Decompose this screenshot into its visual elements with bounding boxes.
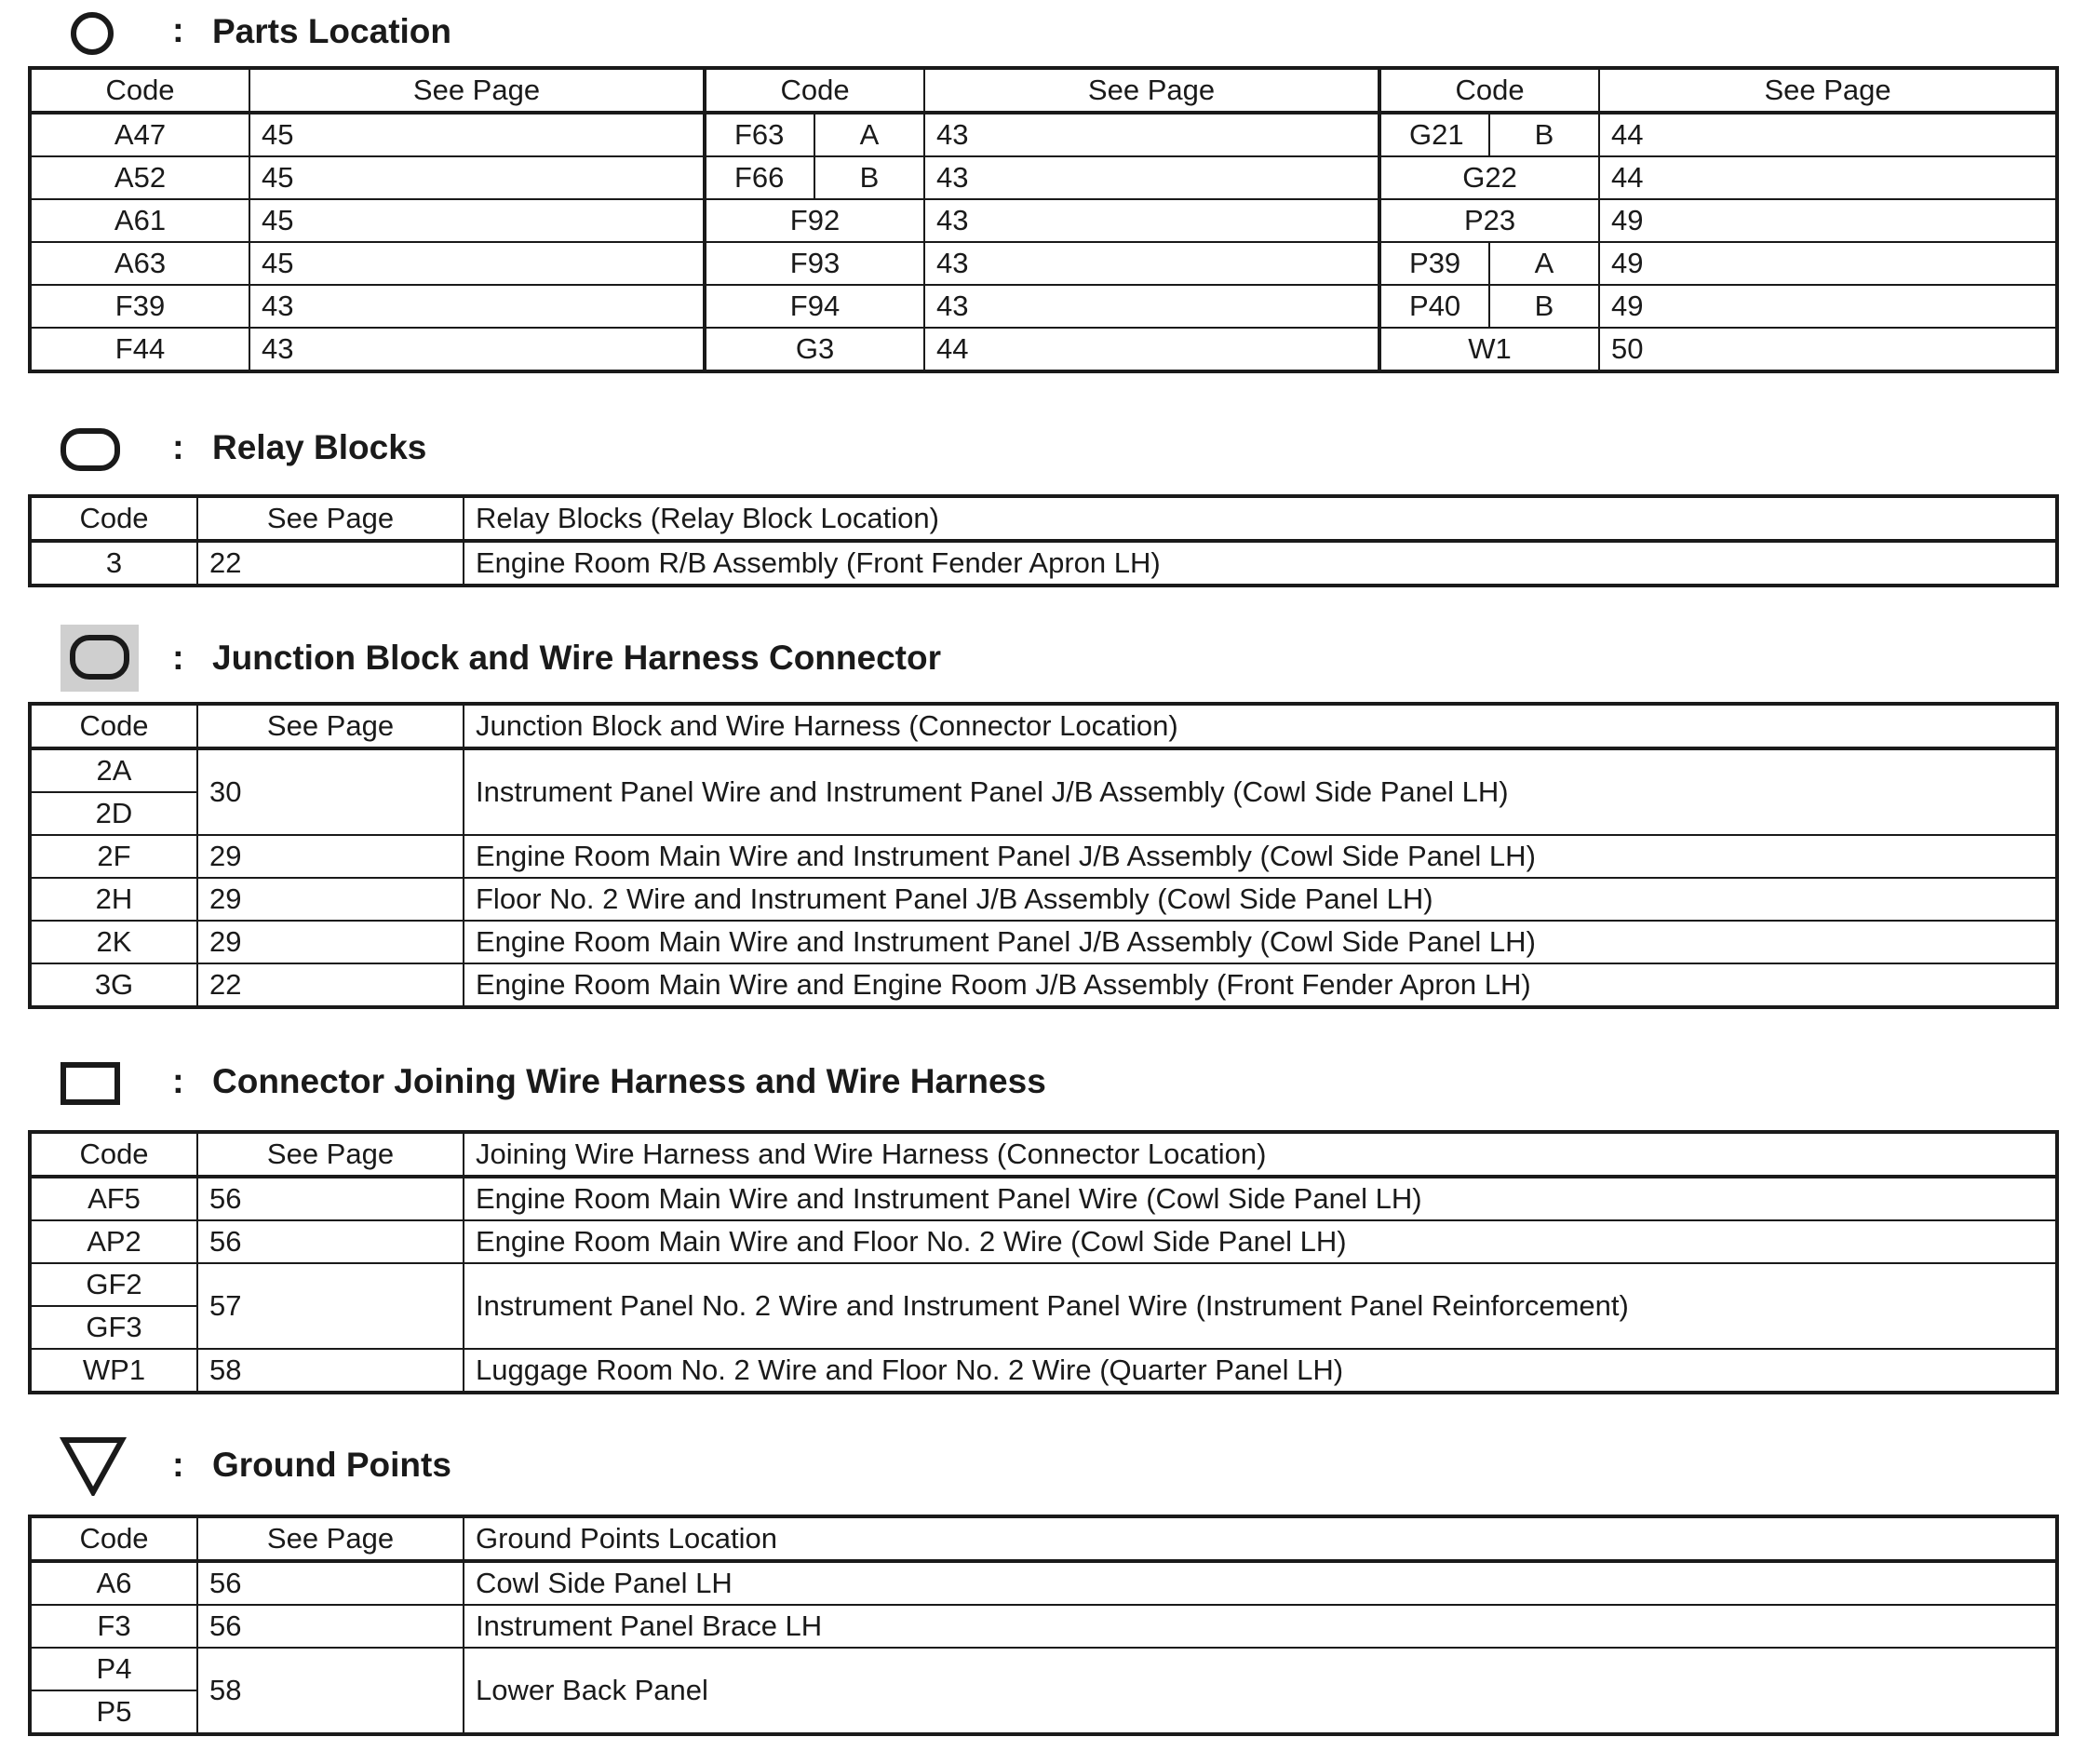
section-colon: : <box>172 1446 184 1485</box>
column-header-see-page: See Page <box>197 704 464 748</box>
section-colon: : <box>172 1062 184 1101</box>
table-row <box>30 963 2057 1007</box>
junction-block-header <box>0 622 2085 678</box>
column-header-code: Code <box>1379 68 1599 113</box>
column-header-location: Relay Blocks (Relay Block Location) <box>464 496 2057 541</box>
table-header-row <box>30 68 2057 113</box>
code-cell: A61 <box>30 199 249 242</box>
column-header-see-page: See Page <box>197 1516 464 1561</box>
location-cell: Engine Room Main Wire and Instrument Panel Wire (Cowl Side Panel LH) <box>464 1177 2057 1220</box>
table-row <box>30 748 2057 792</box>
page-cell: 45 <box>249 199 705 242</box>
table-row <box>30 835 2057 878</box>
section-colon: : <box>172 639 184 678</box>
column-header-code: Code <box>30 1132 197 1177</box>
code-cell: A63 <box>30 242 249 285</box>
code-cell: P40 <box>1379 285 1489 328</box>
code-suffix-cell: A <box>814 113 924 156</box>
page-cell: 43 <box>924 199 1379 242</box>
column-header-code: Code <box>30 704 197 748</box>
page-cell: 44 <box>924 328 1379 371</box>
page-cell: 43 <box>924 285 1379 328</box>
table-header-row <box>30 1516 2057 1561</box>
section-title: Relay Blocks <box>212 428 427 466</box>
page-cell: 29 <box>197 878 464 921</box>
location-cell: Engine Room Main Wire and Floor No. 2 Wire (Cowl Side Panel LH) <box>464 1220 2057 1263</box>
code-cell: 2K <box>30 921 197 963</box>
code-cell: A52 <box>30 156 249 199</box>
page-cell: 22 <box>197 541 464 586</box>
code-cell: F66 <box>705 156 814 199</box>
column-header-code: Code <box>705 68 924 113</box>
column-header-see-page: See Page <box>1599 68 2057 113</box>
column-header-see-page: See Page <box>197 1132 464 1177</box>
code-cell: P4 <box>30 1648 197 1690</box>
code-cell: AF5 <box>30 1177 197 1220</box>
ground-points-header <box>0 1436 2085 1492</box>
code-cell: G22 <box>1379 156 1599 199</box>
relay-blocks-header <box>0 421 2085 477</box>
page-cell: 58 <box>197 1648 464 1734</box>
section-title: Parts Location <box>212 12 451 50</box>
column-header-see-page: See Page <box>197 496 464 541</box>
table-row <box>30 113 2057 156</box>
page-cell: 30 <box>197 748 464 835</box>
location-cell: Instrument Panel Brace LH <box>464 1605 2057 1648</box>
code-suffix-cell: A <box>1489 242 1599 285</box>
page-cell: 43 <box>249 285 705 328</box>
code-cell: GF2 <box>30 1263 197 1306</box>
code-cell: G21 <box>1379 113 1489 156</box>
code-cell: F92 <box>705 199 924 242</box>
table-row <box>30 1648 2057 1690</box>
table-row <box>30 242 2057 285</box>
code-cell: F63 <box>705 113 814 156</box>
table-row <box>30 541 2057 586</box>
code-suffix-cell: B <box>1489 285 1599 328</box>
table-row <box>30 1220 2057 1263</box>
code-cell: F93 <box>705 242 924 285</box>
page-cell: 56 <box>197 1220 464 1263</box>
page-cell: 45 <box>249 156 705 199</box>
table-row <box>30 921 2057 963</box>
section-title: Connector Joining Wire Harness and Wire Harness <box>212 1062 1046 1100</box>
location-cell: Floor No. 2 Wire and Instrument Panel J/B Assembly (Cowl Side Panel LH) <box>464 878 2057 921</box>
code-cell: 3 <box>30 541 197 586</box>
location-cell: Instrument Panel No. 2 Wire and Instrument Panel Wire (Instrument Panel Reinforcement) <box>464 1263 2057 1349</box>
code-cell: AP2 <box>30 1220 197 1263</box>
section-colon: : <box>172 11 184 50</box>
code-cell: 2H <box>30 878 197 921</box>
page-cell: 45 <box>249 113 705 156</box>
code-suffix-cell: B <box>1489 113 1599 156</box>
connector-joining-table <box>28 1130 2059 1394</box>
code-cell: W1 <box>1379 328 1599 371</box>
page-cell: 29 <box>197 921 464 963</box>
table-row <box>30 1263 2057 1306</box>
table-row <box>30 1349 2057 1393</box>
page-cell: 56 <box>197 1177 464 1220</box>
section-title: Ground Points <box>212 1446 451 1484</box>
table-row <box>30 328 2057 371</box>
page-cell: 44 <box>1599 113 2057 156</box>
page-cell: 29 <box>197 835 464 878</box>
table-row <box>30 199 2057 242</box>
code-cell: 2D <box>30 792 197 835</box>
code-suffix-cell: B <box>814 156 924 199</box>
page-cell: 50 <box>1599 328 2057 371</box>
rounded-rectangle-icon <box>60 427 121 472</box>
page-cell: 43 <box>249 328 705 371</box>
page-cell: 22 <box>197 963 464 1007</box>
column-header-location: Junction Block and Wire Harness (Connector Location) <box>464 704 2057 748</box>
location-cell: Engine Room R/B Assembly (Front Fender Apron LH) <box>464 541 2057 586</box>
column-header-code: Code <box>30 68 249 113</box>
table-header-row <box>30 496 2057 541</box>
page-cell: 49 <box>1599 199 2057 242</box>
page-cell: 43 <box>924 113 1379 156</box>
junction-block-table <box>28 702 2059 1009</box>
code-cell: F39 <box>30 285 249 328</box>
column-header-code: Code <box>30 1516 197 1561</box>
page-cell: 49 <box>1599 285 2057 328</box>
column-header-see-page: See Page <box>249 68 705 113</box>
location-cell: Lower Back Panel <box>464 1648 2057 1734</box>
location-cell: Engine Room Main Wire and Engine Room J/B Assembly (Front Fender Apron LH) <box>464 963 2057 1007</box>
code-cell: 2A <box>30 748 197 792</box>
location-cell: Instrument Panel Wire and Instrument Panel J/B Assembly (Cowl Side Panel LH) <box>464 748 2057 835</box>
column-header-location: Joining Wire Harness and Wire Harness (Connector Location) <box>464 1132 2057 1177</box>
page-cell: 45 <box>249 242 705 285</box>
table-row <box>30 1605 2057 1648</box>
code-cell: WP1 <box>30 1349 197 1393</box>
down-triangle-icon <box>60 1436 127 1496</box>
page-cell: 58 <box>197 1349 464 1393</box>
location-cell: Cowl Side Panel LH <box>464 1561 2057 1605</box>
ground-points-table <box>28 1515 2059 1736</box>
code-cell: A6 <box>30 1561 197 1605</box>
code-cell: 2F <box>30 835 197 878</box>
column-header-code: Code <box>30 496 197 541</box>
table-header-row <box>30 1132 2057 1177</box>
code-cell: F44 <box>30 328 249 371</box>
location-cell: Engine Room Main Wire and Instrument Panel J/B Assembly (Cowl Side Panel LH) <box>464 921 2057 963</box>
page-cell: 44 <box>1599 156 2057 199</box>
code-cell: A47 <box>30 113 249 156</box>
code-cell: P5 <box>30 1690 197 1734</box>
connector-joining-header <box>0 1053 2085 1109</box>
page-cell: 43 <box>924 242 1379 285</box>
section-title: Junction Block and Wire Harness Connector <box>212 639 941 677</box>
table-row <box>30 156 2057 199</box>
page-cell: 56 <box>197 1561 464 1605</box>
page-cell: 56 <box>197 1605 464 1648</box>
code-cell: GF3 <box>30 1306 197 1349</box>
column-header-location: Ground Points Location <box>464 1516 2057 1561</box>
location-cell: Luggage Room No. 2 Wire and Floor No. 2 Wire (Quarter Panel LH) <box>464 1349 2057 1393</box>
code-cell: P23 <box>1379 199 1599 242</box>
shaded-rounded-rectangle-icon <box>61 625 139 692</box>
page-cell: 49 <box>1599 242 2057 285</box>
code-cell: 3G <box>30 963 197 1007</box>
rectangle-icon <box>60 1061 121 1106</box>
section-colon: : <box>172 428 184 467</box>
table-row <box>30 1561 2057 1605</box>
code-cell: F3 <box>30 1605 197 1648</box>
table-header-row <box>30 704 2057 748</box>
circle-icon <box>69 10 115 57</box>
code-cell: G3 <box>705 328 924 371</box>
parts-location-table <box>28 66 2059 373</box>
code-cell: P39 <box>1379 242 1489 285</box>
location-cell: Engine Room Main Wire and Instrument Panel J/B Assembly (Cowl Side Panel LH) <box>464 835 2057 878</box>
page-cell: 43 <box>924 156 1379 199</box>
parts-location-header <box>0 5 2085 61</box>
table-row <box>30 878 2057 921</box>
relay-blocks-table <box>28 494 2059 587</box>
page-cell: 57 <box>197 1263 464 1349</box>
table-row <box>30 285 2057 328</box>
column-header-see-page: See Page <box>924 68 1379 113</box>
code-cell: F94 <box>705 285 924 328</box>
table-row <box>30 1177 2057 1220</box>
